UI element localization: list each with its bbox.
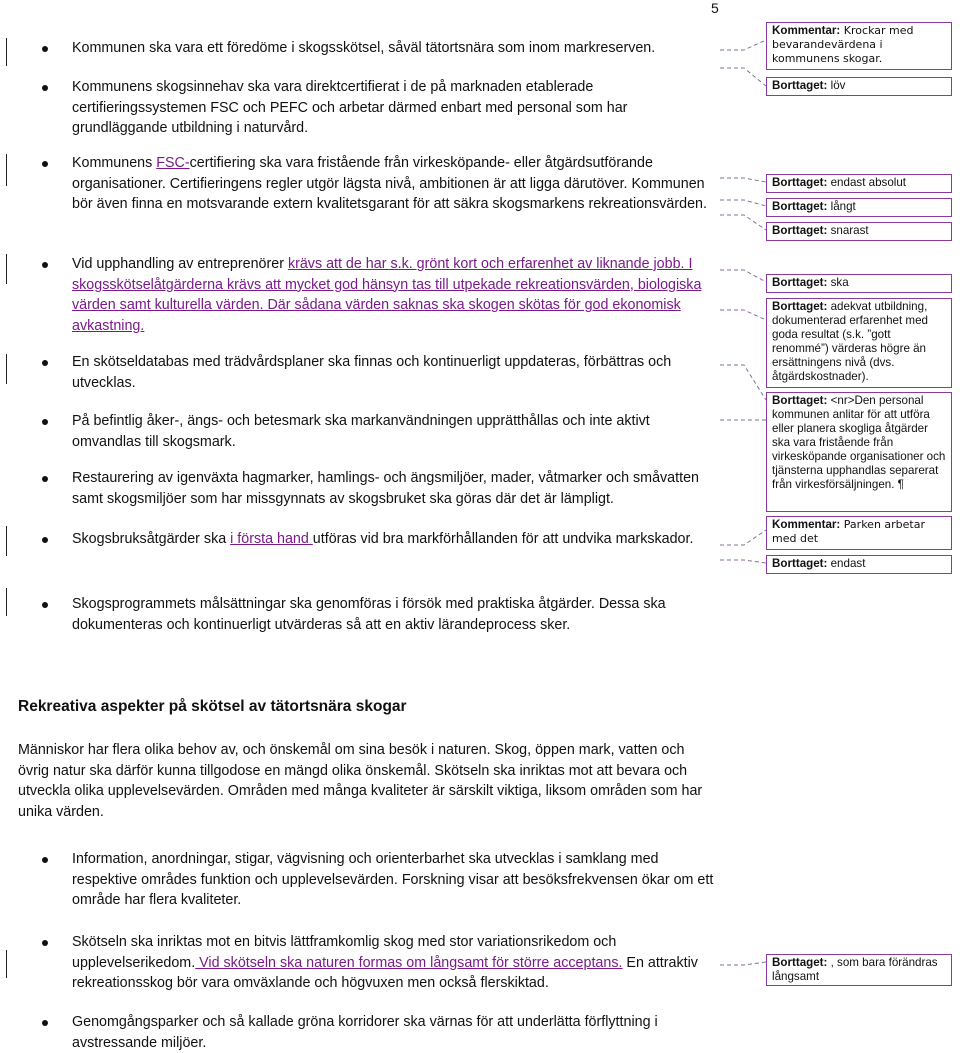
page-number: 5 — [711, 0, 719, 16]
bullet-text: En skötseldatabas med trädvårdsplaner ska finnas och kontinuerligt uppdateras, förbättras och utvecklas. — [72, 354, 672, 391]
deletion-label: Borttaget: — [772, 557, 828, 570]
bullet-text: På befintlig åker-, ängs- och betesmark ska markanvändningen upprätthållas och inte aktivt omvandlas till skogsmark. — [72, 413, 650, 450]
comment-text: Parken arbetar med det — [772, 518, 925, 545]
deletion-text: löv — [827, 79, 846, 92]
deletion-balloon[interactable] — [766, 222, 952, 241]
deletion-text: snarast — [827, 224, 869, 237]
inserted-text: i första hand — [230, 531, 313, 547]
bullet-text: Skötseln ska inriktas mot en bitvis lättframkomlig skog med stor variationsrikedom och upplevelserikedom. — [72, 934, 617, 971]
section-heading: Rekreativa aspekter på skötsel av tätortsnära skogar — [18, 698, 407, 715]
bullet-text: Skogsprogrammets målsättningar ska genomföras i försök med praktiska åtgärder. Dessa ska dokumenteras och kontinuerligt utvärderas så att en aktiv lärandeprocess sker. — [72, 596, 666, 633]
deletion-label: Borttaget: — [772, 394, 828, 407]
deletion-text: adekvat utbildning, dokumenterad erfarenhet med goda resultat (s.k. ”gott renommé”) värderas högre än ersättningens nivå (dvs. åtgärdskostnader). — [772, 300, 928, 383]
inserted-text: Vid skötseln ska naturen formas om långsamt för större acceptans. — [195, 954, 623, 971]
bullet-text: Kommunens skogsinnehav ska vara direktcertifierat i de på marknaden etablerade certifieringssystemen FSC och PEFC och arbetar därmed enbart med personal som har grundläggande utbildning i naturvård. — [72, 79, 628, 136]
deletion-text: , som bara förändras långsamt — [772, 956, 938, 983]
comment-label: Kommentar: — [772, 518, 841, 531]
deletion-text: <nr>Den personal kommunen anlitar för att utföra eller planera skogliga åtgärder ska vara fristående från virkesköpande organisationer och tjänsterna upphandlas separerat från virkesförsäljningen. ¶ — [772, 394, 946, 491]
deletion-text: långt — [827, 200, 856, 213]
deletion-label: Borttaget: — [772, 956, 828, 969]
deletion-label: Borttaget: — [772, 176, 828, 189]
comment-text: Krockar med bevarandevärdena i kommunens skogar. — [772, 24, 914, 65]
deletion-balloon[interactable] — [766, 77, 952, 96]
bullet-text: utföras vid bra markförhållanden för att undvika markskador. — [312, 531, 694, 547]
deletion-label: Borttaget: — [772, 224, 828, 237]
bullet-text: En attraktiv rekreationsskog bör vara omväxlande och högvuxen men också flerskiktad. — [72, 954, 698, 991]
bullet-text: Genomgångsparker och så kallade gröna korridorer ska värnas för att underlätta förflyttning i avstressande miljöer. — [72, 1014, 658, 1051]
deletion-balloon[interactable] — [766, 298, 952, 388]
bullet-text: Information, anordningar, stigar, vägvisning och orienterbarhet ska utvecklas i samklang med respektive områdes funktion och upplevelsevärden. Forskning visar att besöksfrekvensen ökar om ett område har flera kvaliteter. — [72, 851, 714, 908]
deletion-text: endast absolut — [827, 176, 907, 189]
bullet-text: Kommunens — [72, 155, 157, 171]
deletion-label: Borttaget: — [772, 79, 828, 92]
bullet-text: Kommunen ska vara ett föredöme i skogsskötsel, såväl tätortsnära som inom markreserven. — [72, 40, 656, 56]
deletion-balloon[interactable] — [766, 555, 952, 574]
deletion-balloon[interactable] — [766, 954, 952, 986]
deletion-balloon[interactable] — [766, 392, 952, 512]
bullet-text: Skogsbruksåtgärder ska — [72, 531, 231, 547]
deletion-label: Borttaget: — [772, 276, 828, 289]
deletion-text: ska — [827, 276, 849, 289]
bullet-text: Restaurering av igenväxta hagmarker, hamlings- och ängsmiljöer, mader, våtmarker och småvatten samt skogsmiljöer som har missgynnats av skogsbruket ska göras där det är lämpligt. — [72, 470, 699, 507]
inserted-text: FSC- — [156, 155, 190, 171]
deletion-balloon[interactable] — [766, 274, 952, 293]
deletion-label: Borttaget: — [772, 300, 828, 313]
comment-balloon[interactable] — [766, 516, 952, 550]
bullet-text: certifiering ska vara fristående från virkesköpande- eller åtgärdsutförande organisationer. Certifieringens regler utgör lägsta nivå, ambitionen är att ligga därutöver. Kommunen bör även finna en motsvarande extern kvalitetsgarant för att säkra skogsmarkens rekreationsvärden. — [72, 155, 707, 212]
deletion-label: Borttaget: — [772, 200, 828, 213]
deletion-balloon[interactable] — [766, 174, 952, 193]
comment-balloon[interactable] — [766, 22, 952, 70]
bullet-text: Vid upphandling av entreprenörer — [72, 256, 288, 272]
section-paragraph: Människor har flera olika behov av, och önskemål om sina besök i naturen. Skog, öppen mark, vatten och övrig natur ska därför kunna tillgodose en mängd olika önskemål. Skötseln ska inriktas mot att bevara och utveckla olika upplevelsevärden. Områden med många kvaliteter är särskilt viktiga, liksom områden som har unika värden. — [18, 742, 703, 820]
deletion-balloon[interactable] — [766, 198, 952, 217]
comment-label: Kommentar: — [772, 24, 841, 37]
deletion-text: endast — [827, 557, 866, 570]
inserted-text: krävs att de har s.k. grönt kort och erfarenhet av liknande jobb. I skogsskötselåtgärderna krävs att mycket god hänsyn tas till utpekade rekreationsvärden, biologiska värden samt kulturella värden. Där sådana värden saknas ska skogen skötas för god ekonomisk avkastning. — [72, 256, 702, 334]
